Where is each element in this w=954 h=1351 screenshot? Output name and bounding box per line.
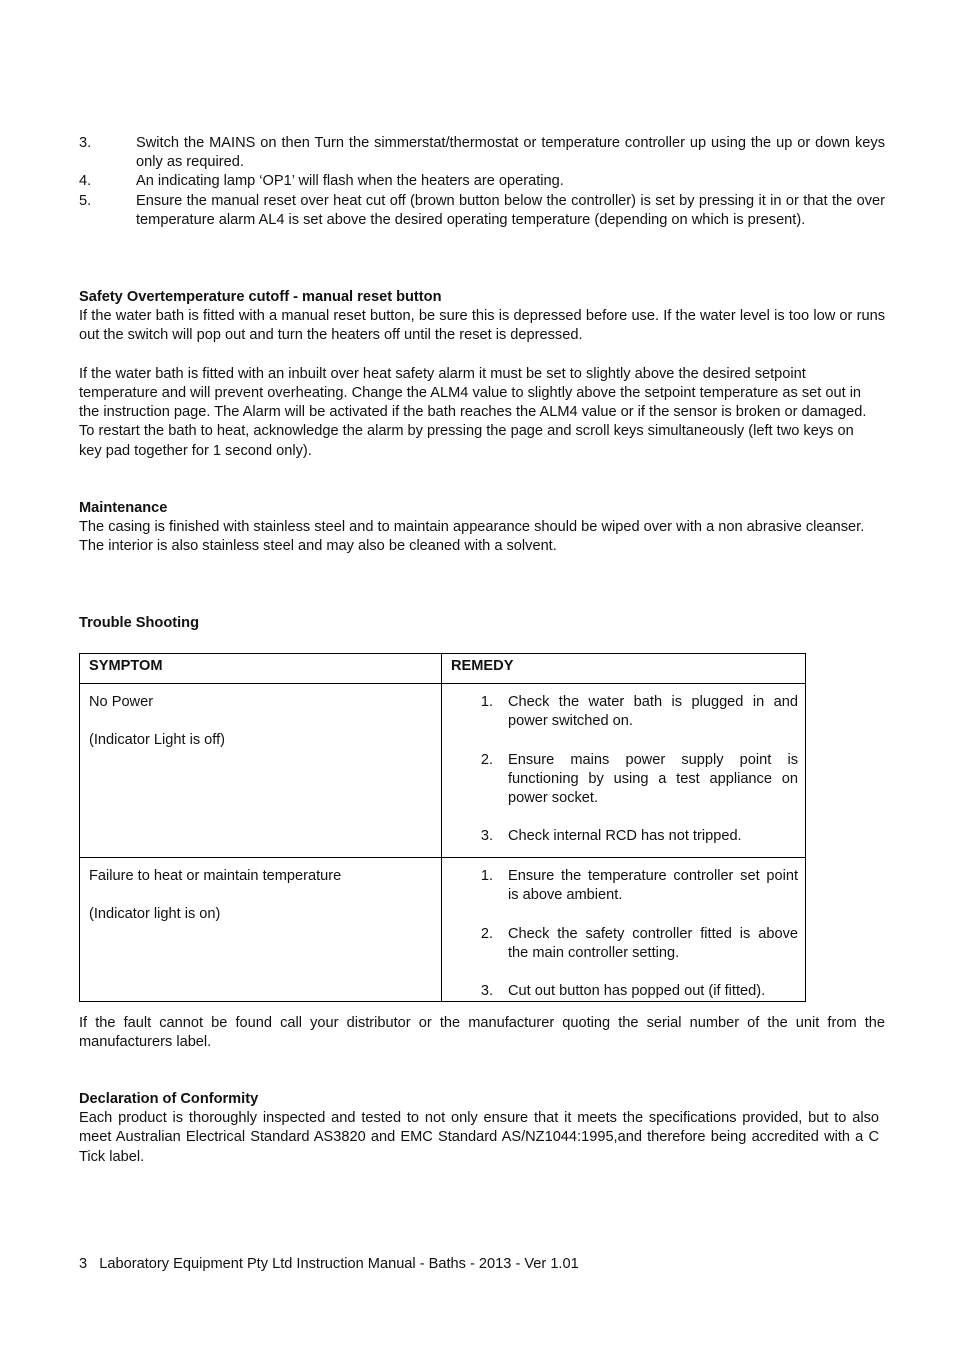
remedy-text: Check the water bath is plugged in and power switched on. [508, 694, 798, 730]
step-text: Switch the MAINS on then Turn the simmerstat/thermostat or temperature controller up using the up or down keys only as required. [136, 135, 885, 171]
table-header-row [80, 654, 806, 684]
symptom-text: No Power [89, 694, 154, 710]
declaration-heading: Declaration of Conformity [79, 1091, 259, 1107]
safety-heading: Safety Overtemperature cutoff - manual reset button [79, 289, 442, 305]
step-number: 5. [79, 192, 92, 209]
symptom-note: (Indicator Light is off) [89, 732, 226, 749]
remedy-item [442, 693, 798, 731]
symptom-note: (Indicator light is on) [89, 906, 221, 923]
step-3 [79, 134, 885, 172]
step-4 [79, 172, 885, 191]
step-number: 3. [79, 135, 92, 151]
remedy-text: Cut out button has popped out (if fitted). [508, 983, 766, 1000]
remedy-item [442, 982, 798, 1001]
remedy-number: 3. [480, 828, 493, 845]
table-row [80, 858, 806, 1002]
remedy-number: 2. [480, 925, 493, 942]
table-row [80, 684, 806, 858]
maintenance-heading: Maintenance [79, 500, 168, 516]
remedy-item [442, 867, 798, 905]
remedy-text: Check internal RCD has not tripped. [508, 828, 742, 845]
symptom-cell [80, 684, 442, 858]
page-footer [79, 1255, 579, 1274]
remedy-text: Ensure mains power supply point is functioning by using a test appliance on power socket. [508, 751, 798, 806]
remedy-item [442, 827, 798, 846]
remedy-cell [442, 858, 806, 1002]
trouble-heading: Trouble Shooting [79, 615, 199, 631]
page-number: 3 [79, 1256, 88, 1272]
symptom-column-header: SYMPTOM [80, 654, 442, 684]
remedy-item [442, 751, 798, 809]
safety-section [79, 288, 885, 461]
remedy-text: Check the safety controller fitted is above the main controller setting. [508, 925, 798, 961]
remedy-item [442, 925, 798, 963]
maintenance-paragraph-2: The interior is also stainless steel and may also be cleaned with a solvent. [79, 538, 557, 555]
remedy-text: Ensure the temperature controller set point is above ambient. [508, 868, 798, 904]
step-number: 4. [79, 173, 92, 190]
safety-paragraph-2: If the water bath is fitted with an inbuilt over heat safety alarm it must be set to slightly above the desired setpoint temperature and will prevent overheating. Change the ALM4 value to slightly above the setpoint temperature as set out in the instruction page. The Alarm will be activated if the bath reaches the ALM4 value or if the sensor is broken or damaged. To restart the bath to heat, acknowledge the alarm by pressing the page and scroll keys simultaneously (left two keys on key pad together for 1 second only). [79, 365, 867, 459]
remedy-column-header: REMEDY [442, 654, 806, 684]
remedy-number: 3. [480, 983, 493, 1000]
procedure-steps [79, 134, 885, 230]
remedy-number: 1. [480, 694, 493, 710]
maintenance-paragraph-1: The casing is finished with stainless steel and to maintain appearance should be wiped over with a non abrasive cleanser. [79, 519, 865, 536]
declaration-section [79, 1090, 879, 1167]
maintenance-section [79, 499, 885, 557]
step-text: An indicating lamp ‘OP1’ will flash when the heaters are operating. [136, 173, 564, 190]
footer-text: Laboratory Equipment Pty Ltd Instruction Manual - Baths - 2013 - Ver 1.01 [99, 1256, 579, 1272]
step-text: Ensure the manual reset over heat cut off (brown button below the controller) is set by pressing it in or that the over temperature alarm AL4 is set above the desired operating temperature (depending on which is present). [136, 192, 885, 228]
symptom-text: Failure to heat or maintain temperature [89, 868, 342, 884]
symptom-cell [80, 858, 442, 1002]
remedy-cell [442, 684, 806, 858]
troubleshooting-table [79, 653, 806, 1002]
remedy-number: 1. [480, 868, 493, 884]
safety-paragraph-1: If the water bath is fitted with a manual reset button, be sure this is depressed before use. If the water level is too low or runs out the switch will pop out and turn the heaters off until the reset is depressed. [79, 308, 885, 344]
fault-paragraph: If the fault cannot be found call your distributor or the manufacturer quoting the serial number of the unit from the manufacturers label. [79, 1015, 885, 1051]
remedy-number: 2. [480, 751, 493, 768]
step-5 [79, 192, 885, 230]
declaration-paragraph: Each product is thoroughly inspected and tested to not only ensure that it meets the specifications provided, but to also meet Australian Electrical Standard AS3820 and EMC Standard AS/NZ1044:1995,and therefore being accredited with a C Tick label. [79, 1110, 879, 1165]
